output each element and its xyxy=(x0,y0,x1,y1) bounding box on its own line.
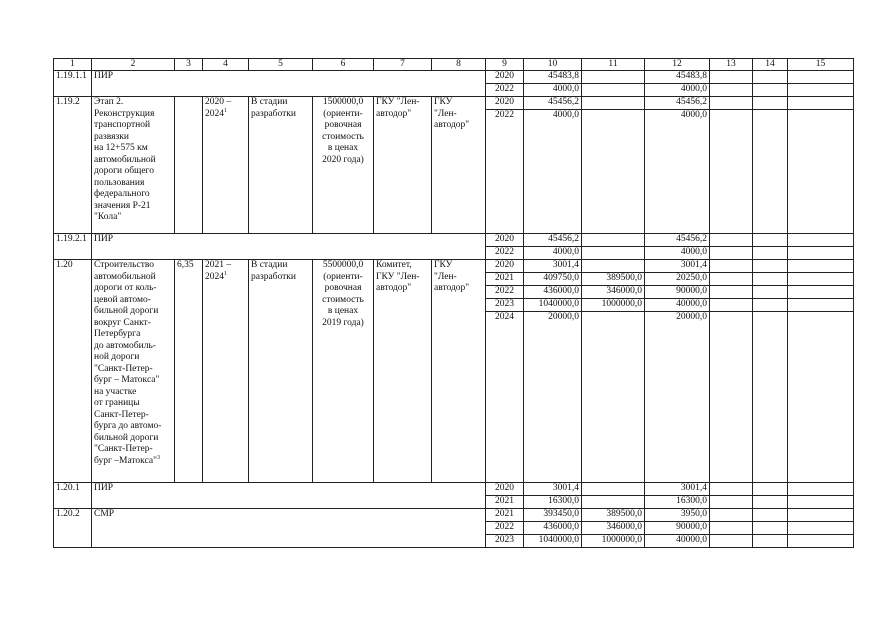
c6_lines-line: стоимость xyxy=(322,131,364,142)
federal-cell xyxy=(582,260,645,273)
col15-cell xyxy=(788,110,854,234)
year-cell: 2023 xyxy=(486,299,524,312)
col15-cell xyxy=(788,312,854,483)
length-cell xyxy=(175,97,203,234)
year-cell: 2020 xyxy=(486,260,524,273)
regional-cell: 90000,0 xyxy=(645,522,710,535)
name_lines-line: развязки xyxy=(94,131,129,142)
federal-cell xyxy=(582,496,645,509)
column-header: 11 xyxy=(582,59,645,71)
col14-cell xyxy=(753,273,788,286)
col15-cell xyxy=(788,299,854,312)
col13-cell xyxy=(710,110,753,234)
cost-cell xyxy=(313,97,374,234)
name_lines-line: значения Р-21 xyxy=(94,200,151,211)
name-line xyxy=(94,456,172,468)
column-header: 13 xyxy=(710,59,753,71)
item-number: 1.20 xyxy=(54,260,92,483)
footnote-mark: 3 xyxy=(157,454,160,461)
period-cell xyxy=(203,260,249,483)
col15-cell xyxy=(788,234,854,247)
name_lines-line: транспортной xyxy=(94,120,151,130)
regional-cell: 3001,4 xyxy=(645,260,710,273)
column-header: 12 xyxy=(645,59,710,71)
col13-cell xyxy=(710,312,753,483)
col13-cell xyxy=(710,84,753,97)
item-number: 1.19.2.1 xyxy=(54,234,92,260)
col13-cell xyxy=(710,299,753,312)
federal-cell xyxy=(582,247,645,260)
col13-cell xyxy=(710,496,753,509)
regional-cell: 20000,0 xyxy=(645,312,710,483)
federal-cell xyxy=(582,312,645,483)
c8_lines-line: автодор" xyxy=(434,283,470,293)
table-row xyxy=(54,97,854,110)
col15-cell xyxy=(788,84,854,97)
period-line: 2020 – xyxy=(205,97,232,107)
table-row xyxy=(54,71,854,84)
col14-cell xyxy=(753,483,788,496)
total-cell: 45456,2 xyxy=(524,97,582,110)
regional-cell: 4000,0 xyxy=(645,84,710,97)
regional-cell: 45483,8 xyxy=(645,71,710,84)
c7_lines-line: Комитет, xyxy=(376,260,412,270)
col13-cell xyxy=(710,247,753,260)
name_lines-line: Строительство xyxy=(94,260,155,270)
year-cell: 2020 xyxy=(486,483,524,496)
federal-cell xyxy=(582,234,645,247)
name_lines-line: на 12+575 км xyxy=(94,143,148,153)
total-cell: 4000,0 xyxy=(524,84,582,97)
name_lines-line: на участке xyxy=(94,386,137,397)
contractor-cell xyxy=(432,260,486,483)
col14-cell xyxy=(753,260,788,273)
name_lines-line: Санкт-Петер- xyxy=(94,409,149,420)
name_lines-line: дороги общего xyxy=(94,166,154,176)
federal-cell xyxy=(582,71,645,84)
federal-cell: 346000,0 xyxy=(582,286,645,299)
table-row xyxy=(54,260,854,273)
col15-cell xyxy=(788,496,854,509)
c5_lines-line: разработки xyxy=(251,271,296,282)
name_lines-line: бильной дороги xyxy=(94,432,159,443)
regional-cell: 20250,0 xyxy=(645,273,710,286)
col13-cell xyxy=(710,509,753,522)
col15-cell xyxy=(788,97,854,110)
contractor-cell xyxy=(432,97,486,234)
federal-cell: 346000,0 xyxy=(582,522,645,535)
name_lines-line: Реконструкция xyxy=(94,108,155,119)
year-cell: 2022 xyxy=(486,84,524,97)
column-header: 8 xyxy=(432,59,486,71)
year-cell: 2022 xyxy=(486,522,524,535)
col14-cell xyxy=(753,71,788,84)
total-cell: 16300,0 xyxy=(524,496,582,509)
col15-cell xyxy=(788,509,854,522)
c7_lines-line: ГКУ "Лен- xyxy=(376,271,420,282)
regional-cell: 3950,0 xyxy=(645,509,710,522)
name_lines-line: автомобильной xyxy=(94,154,156,165)
name_lines-line: Этап 2. xyxy=(94,97,124,107)
total-cell: 3001,4 xyxy=(524,260,582,273)
year-cell: 2020 xyxy=(486,97,524,110)
item-number: 1.19.1.1 xyxy=(54,71,92,97)
name_lines-line: бург – Матокса" xyxy=(94,375,160,385)
period-cell xyxy=(203,97,249,234)
c6_lines-line: (ориенти- xyxy=(323,271,363,282)
c6_lines-line: ровочная xyxy=(324,120,362,130)
column-header: 7 xyxy=(374,59,432,71)
col15-cell xyxy=(788,535,854,548)
year-cell: 2022 xyxy=(486,247,524,260)
c6_lines-line: в ценах xyxy=(327,306,359,316)
c6_lines-line: ровочная xyxy=(324,283,362,293)
table-row xyxy=(54,483,854,496)
name_lines-line: дороги от коль- xyxy=(94,283,157,293)
col15-cell xyxy=(788,247,854,260)
period-line xyxy=(205,109,246,121)
total-cell: 409750,0 xyxy=(524,273,582,286)
c6_lines-line: стоимость xyxy=(322,294,364,305)
col15-cell xyxy=(788,71,854,84)
col14-cell xyxy=(753,234,788,247)
name-text: бург –Матокса" xyxy=(94,455,157,466)
regional-cell: 3001,4 xyxy=(645,483,710,496)
c7_lines-line: автодор" xyxy=(376,283,412,293)
federal-cell: 1000000,0 xyxy=(582,535,645,548)
item-number: 1.19.2 xyxy=(54,97,92,234)
regional-cell: 4000,0 xyxy=(645,110,710,234)
c6_lines-line: 5500000,0 xyxy=(322,260,364,270)
total-cell: 1040000,0 xyxy=(524,299,582,312)
total-cell: 45456,2 xyxy=(524,234,582,247)
regional-cell: 4000,0 xyxy=(645,247,710,260)
regional-cell: 90000,0 xyxy=(645,286,710,299)
year-cell: 2023 xyxy=(486,535,524,548)
length-cell: 6,35 xyxy=(175,260,203,483)
name_lines-line: бильной дороги xyxy=(94,306,159,316)
name_lines-line: до автомобиль- xyxy=(94,340,156,351)
federal-cell xyxy=(582,110,645,234)
footnote-mark: 1 xyxy=(224,107,227,114)
item-name xyxy=(92,260,175,483)
c6_lines-line: 2019 года) xyxy=(322,317,364,328)
total-cell: 45483,8 xyxy=(524,71,582,84)
name_lines-line: ной дороги xyxy=(94,352,140,362)
regional-cell: 45456,2 xyxy=(645,234,710,247)
year-cell: 2021 xyxy=(486,509,524,522)
item-name xyxy=(92,97,175,234)
name_lines-line: вокруг Санкт- xyxy=(94,317,151,328)
total-cell: 393450,0 xyxy=(524,509,582,522)
column-header: 4 xyxy=(203,59,249,71)
regional-cell: 45456,2 xyxy=(645,97,710,110)
period-end: 2024 xyxy=(205,271,224,282)
col15-cell xyxy=(788,260,854,273)
name_lines-line: "Санкт-Петер- xyxy=(94,444,153,454)
column-header: 15 xyxy=(788,59,854,71)
col14-cell xyxy=(753,97,788,110)
status-cell xyxy=(249,97,313,234)
col13-cell xyxy=(710,535,753,548)
item-name: ПИР xyxy=(92,483,486,509)
year-cell: 2021 xyxy=(486,496,524,509)
c5_lines-line: В стадии xyxy=(251,260,288,270)
customer-cell xyxy=(374,97,432,234)
col13-cell xyxy=(710,483,753,496)
col13-cell xyxy=(710,71,753,84)
col14-cell xyxy=(753,535,788,548)
col15-cell xyxy=(788,286,854,299)
col13-cell xyxy=(710,234,753,247)
c8_lines-line: "Лен- xyxy=(434,108,457,119)
col14-cell xyxy=(753,522,788,535)
col14-cell xyxy=(753,299,788,312)
status-cell xyxy=(249,260,313,483)
c8_lines-line: "Лен- xyxy=(434,271,457,282)
column-header: 1 xyxy=(54,59,92,71)
col13-cell xyxy=(710,522,753,535)
c6_lines-line: 1500000,0 xyxy=(322,97,364,107)
item-number: 1.20.2 xyxy=(54,509,92,548)
total-cell: 4000,0 xyxy=(524,247,582,260)
c8_lines-line: ГКУ xyxy=(434,97,453,107)
cost-cell xyxy=(313,260,374,483)
footnote-mark: 1 xyxy=(224,270,227,277)
total-cell: 4000,0 xyxy=(524,110,582,234)
year-cell: 2022 xyxy=(486,110,524,234)
year-cell: 2020 xyxy=(486,71,524,84)
col13-cell xyxy=(710,273,753,286)
funding-table xyxy=(53,58,854,548)
column-header: 5 xyxy=(249,59,313,71)
column-header: 2 xyxy=(92,59,175,71)
period-line xyxy=(205,272,246,284)
item-name: ПИР xyxy=(92,234,486,260)
col15-cell xyxy=(788,522,854,535)
name_lines-line: от границы xyxy=(94,398,140,408)
regional-cell: 16300,0 xyxy=(645,496,710,509)
name_lines-line: пользования xyxy=(94,177,145,188)
col14-cell xyxy=(753,84,788,97)
c6_lines-line: (ориенти- xyxy=(323,108,363,119)
federal-cell: 389500,0 xyxy=(582,509,645,522)
col15-cell xyxy=(788,483,854,496)
total-cell: 1040000,0 xyxy=(524,535,582,548)
c5_lines-line: разработки xyxy=(251,108,296,119)
c7_lines-line: ГКУ "Лен- xyxy=(376,97,420,107)
c5_lines-line: В стадии xyxy=(251,97,288,107)
col13-cell xyxy=(710,260,753,273)
federal-cell xyxy=(582,483,645,496)
total-cell: 436000,0 xyxy=(524,522,582,535)
column-header: 9 xyxy=(486,59,524,71)
col13-cell xyxy=(710,97,753,110)
total-cell: 20000,0 xyxy=(524,312,582,483)
col14-cell xyxy=(753,312,788,483)
federal-cell: 389500,0 xyxy=(582,273,645,286)
column-header: 6 xyxy=(313,59,374,71)
c6_lines-line: 2020 года) xyxy=(322,154,364,165)
c8_lines-line: ГКУ xyxy=(434,260,453,270)
col14-cell xyxy=(753,286,788,299)
name_lines-line: "Санкт-Петер- xyxy=(94,363,153,374)
regional-cell: 40000,0 xyxy=(645,535,710,548)
item-name: СМР xyxy=(92,509,486,548)
c7_lines-line: автодор" xyxy=(376,108,412,119)
year-cell: 2020 xyxy=(486,234,524,247)
c8_lines-line: автодор" xyxy=(434,120,470,130)
col13-cell xyxy=(710,286,753,299)
federal-cell xyxy=(582,97,645,110)
year-cell: 2021 xyxy=(486,273,524,286)
name_lines-line: федерального xyxy=(94,189,150,199)
column-header: 3 xyxy=(175,59,203,71)
col14-cell xyxy=(753,496,788,509)
item-name: ПИР xyxy=(92,71,486,97)
name_lines-line: бурга до автомо- xyxy=(94,421,162,431)
item-number: 1.20.1 xyxy=(54,483,92,509)
column-header: 10 xyxy=(524,59,582,71)
name_lines-line: цевой автомо- xyxy=(94,294,151,305)
column-header: 14 xyxy=(753,59,788,71)
col14-cell xyxy=(753,247,788,260)
period-end: 2024 xyxy=(205,108,224,119)
c6_lines-line: в ценах xyxy=(327,143,359,153)
period-line: 2021 – xyxy=(205,260,232,270)
customer-cell xyxy=(374,260,432,483)
year-cell: 2024 xyxy=(486,312,524,483)
col14-cell xyxy=(753,509,788,522)
federal-cell xyxy=(582,84,645,97)
name_lines-line: Петербурга xyxy=(94,329,141,339)
col14-cell xyxy=(753,110,788,234)
total-cell: 3001,4 xyxy=(524,483,582,496)
table-row xyxy=(54,234,854,247)
table-row xyxy=(54,509,854,522)
name_lines-line: автомобильной xyxy=(94,271,156,282)
table-row xyxy=(54,59,854,71)
federal-cell: 1000000,0 xyxy=(582,299,645,312)
name_lines-line: "Кола" xyxy=(94,212,122,222)
regional-cell: 40000,0 xyxy=(645,299,710,312)
year-cell: 2022 xyxy=(486,286,524,299)
col15-cell xyxy=(788,273,854,286)
total-cell: 436000,0 xyxy=(524,286,582,299)
